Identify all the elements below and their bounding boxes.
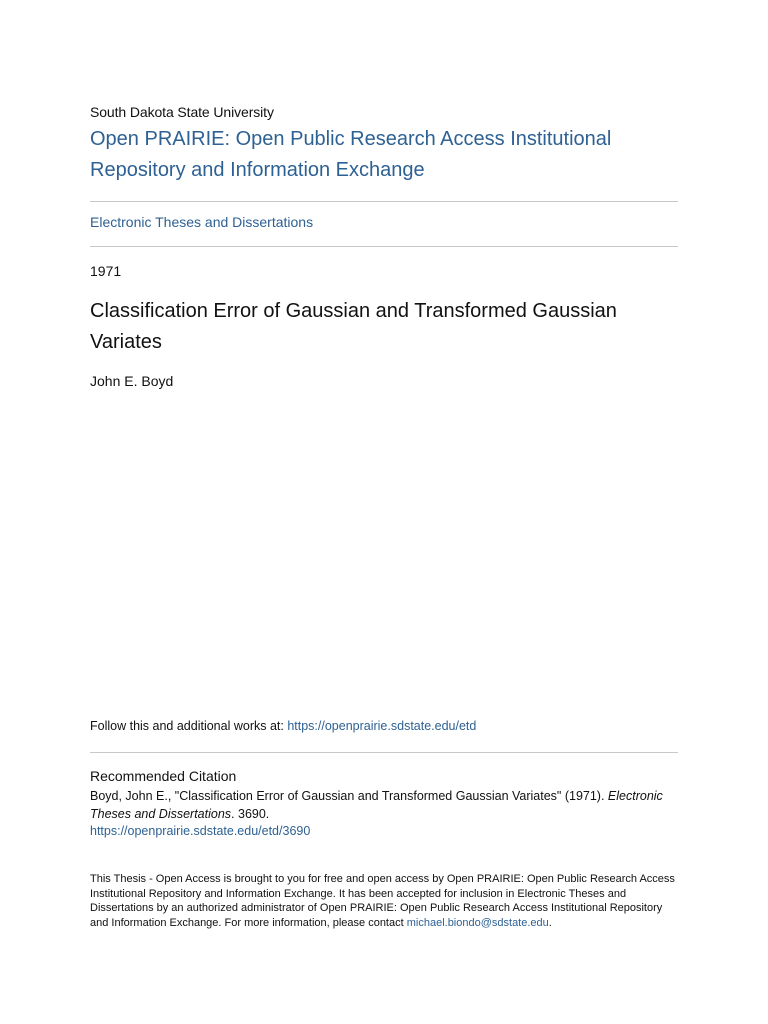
contact-email-link[interactable]: michael.biondo@sdstate.edu — [406, 916, 549, 929]
document-title: Classification Error of Gaussian and Transformed Gaussian Variates — [90, 300, 617, 353]
follow-line — [90, 719, 476, 733]
collection-link[interactable]: Electronic Theses and Dissertations — [90, 214, 314, 230]
divider — [90, 752, 678, 753]
access-statement-end: . — [548, 916, 552, 929]
citation-link[interactable]: https://openprairie.sdstate.edu/etd/3690 — [90, 824, 311, 838]
follow-link[interactable]: https://openprairie.sdstate.edu/etd — [287, 719, 477, 733]
repository-link[interactable]: Open PRAIRIE: Open Public Research Access Institutional Repository and Information Exchange — [90, 128, 612, 181]
divider — [90, 201, 678, 202]
access-statement — [90, 872, 678, 930]
citation-text — [90, 788, 678, 841]
follow-prefix: Follow this and additional works at: — [90, 719, 288, 733]
citation-authors: Boyd, John E., "Classification Error of Gaussian and Transformed Gaussian Variates" (1971). — [90, 789, 608, 803]
citation-journal: Electronic Theses and Dissertations — [90, 789, 663, 821]
access-statement-text: This Thesis - Open Access is brought to you for free and open access by Open PRAIRIE: Open Public Research Access Institutional Repository and Information Exchange. It has been accepted for inclusion in Electronic Theses and Dissertations by an authorized administrator of Open PRAIRIE: Open Public Research Access Institutional Repository and Information Exchange. For more information, please contact — [90, 873, 675, 929]
divider — [90, 246, 678, 247]
citation-number: . 3690. — [231, 806, 270, 821]
publication-year: 1971 — [90, 263, 122, 279]
cover-page — [90, 0, 678, 1024]
institution-name: South Dakota State University — [90, 104, 274, 120]
citation-heading: Recommended Citation — [90, 768, 237, 784]
author-name: John E. Boyd — [90, 373, 174, 389]
